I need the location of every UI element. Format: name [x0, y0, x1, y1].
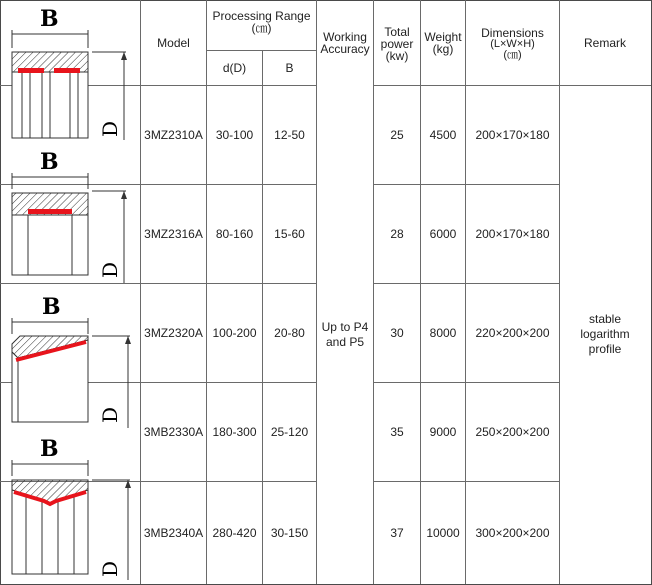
- diameter-label: D: [98, 261, 122, 278]
- width-label: B: [40, 149, 59, 175]
- remark-line-3: profile: [588, 342, 622, 356]
- b-range-cell: 12-50: [274, 128, 305, 142]
- dimensions-cell: 250×200×200: [475, 425, 550, 439]
- raceway-highlight: [28, 209, 72, 214]
- header-dimensions-sub: (L×W×H): [490, 38, 535, 50]
- header-total-power-unit: (kw): [385, 49, 409, 63]
- accuracy-line-2: and P5: [325, 334, 365, 349]
- dimensions-cell: 300×200×200: [475, 525, 550, 540]
- weight-cell: 9000: [429, 425, 457, 439]
- header-working-accuracy-l2: Accuracy: [320, 42, 370, 56]
- header-weight-label: Weight: [424, 30, 462, 44]
- header-remark: [560, 0, 650, 85]
- b-range-cell: 15-60: [274, 227, 305, 241]
- header-b-label: B: [285, 61, 294, 75]
- header-dimensions-label: Dimensions: [481, 26, 544, 40]
- weight-cell: 8000: [429, 326, 457, 340]
- power-cell: 25: [390, 128, 404, 142]
- diameter-label: D: [98, 406, 122, 423]
- b-range-cell: 30-150: [270, 525, 309, 540]
- d-range-cell: 100-200: [212, 326, 257, 340]
- header-total-power: [374, 22, 420, 66]
- diameter-label: D: [98, 560, 122, 577]
- remark-merged-cell: [560, 86, 650, 583]
- width-label: B: [40, 6, 59, 32]
- header-working-accuracy: [317, 28, 373, 58]
- d-range-cell: 180-300: [212, 425, 257, 439]
- header-working-accuracy-l1: Working: [323, 30, 367, 44]
- header-remark-label: Remark: [583, 35, 626, 50]
- accuracy-merged-cell: [317, 86, 373, 583]
- raceway-highlight: [18, 68, 44, 73]
- header-d-label: d(D): [222, 61, 247, 75]
- weight-cell: 6000: [429, 227, 457, 241]
- b-range-cell: 25-120: [270, 425, 309, 439]
- d-range-cell: 80-160: [215, 227, 254, 241]
- header-processing-range: [207, 6, 316, 38]
- bearing-drawing-2: [0, 145, 140, 285]
- accuracy-line-1: Up to P4: [321, 319, 369, 334]
- b-range-cell: 20-80: [274, 326, 305, 340]
- dimensions-cell: 200×170×180: [475, 227, 550, 241]
- header-total-power-l2: power: [380, 37, 414, 51]
- power-cell: 28: [390, 227, 404, 241]
- power-cell: 37: [390, 525, 404, 540]
- dimensions-cell: 220×200×200: [475, 326, 550, 340]
- diameter-label: D: [98, 120, 122, 137]
- bearing-drawing-3: [0, 290, 140, 430]
- power-cell: 35: [390, 425, 404, 439]
- weight-cell: 10000: [426, 525, 460, 540]
- header-model-label: Model: [157, 35, 190, 50]
- power-cell: 30: [390, 326, 404, 340]
- bearing-drawing-4: [0, 434, 140, 584]
- d-range-cell: 280-420: [212, 525, 257, 540]
- raceway-highlight: [54, 68, 80, 73]
- remark-line-2: logarithm: [580, 327, 630, 341]
- remark-line-1: stable: [588, 312, 622, 326]
- model-cell: 3MZ2310A: [144, 128, 203, 142]
- header-d: [207, 51, 262, 85]
- header-model: [141, 0, 206, 85]
- dimensions-cell: 200×170×180: [475, 128, 550, 142]
- header-dimensions: [466, 24, 559, 64]
- model-cell: 3MZ2316A: [144, 227, 203, 241]
- width-label: B: [42, 294, 61, 320]
- bearing-drawing-1: [0, 0, 140, 140]
- weight-cell: 4500: [429, 128, 457, 142]
- header-weight: [421, 28, 465, 58]
- model-cell: 3MB2340A: [143, 525, 204, 540]
- header-dimensions-unit: (㎝): [503, 49, 522, 61]
- model-cell: 3MZ2320A: [144, 326, 203, 340]
- d-range-cell: 30-100: [215, 128, 254, 142]
- header-total-power-l1: Total: [384, 25, 410, 39]
- header-b: [263, 51, 316, 85]
- width-label: B: [40, 436, 59, 462]
- header-processing-range-label: Processing Range: [212, 9, 311, 23]
- header-weight-unit: (kg): [432, 42, 454, 56]
- model-cell: 3MB2330A: [143, 425, 204, 439]
- header-processing-range-unit: (㎝): [251, 21, 272, 35]
